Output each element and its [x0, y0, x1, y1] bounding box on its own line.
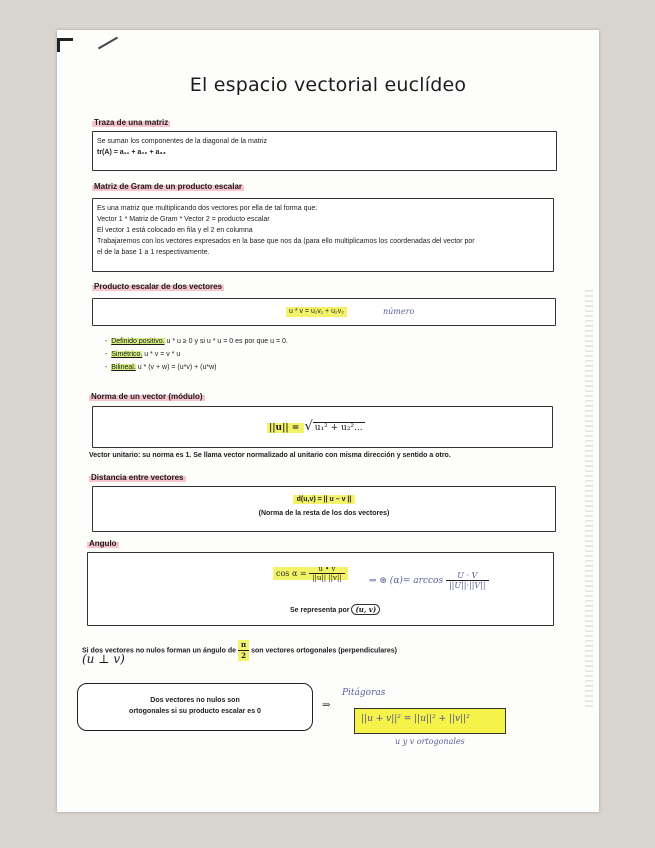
angulo-hand-note: ⇒ ⊛ (α)= arccos $\frac{U \cdot V}{||U||\cdot||V||}$	[369, 571, 489, 590]
distancia-note: (Norma de la resta de los dos vectores)	[258, 510, 390, 517]
heading-producto: Producto escalar de dos vectores	[94, 282, 223, 291]
heading-norma: Norma de un vector (módulo)	[91, 392, 203, 401]
pitagoras-note: u y v ortogonales	[395, 737, 465, 746]
heading-gram: Matriz de Gram de un producto escalar	[94, 182, 243, 191]
heading-angulo: Angulo	[89, 539, 117, 548]
gram-line-3: El vector 1 está colocado en fila y el 2 en columna	[97, 227, 253, 234]
traza-text: Se suman los componentes de la diagonal de la matriz	[97, 138, 268, 145]
prop-simetrico: - Simétrico. u * v = v * u	[105, 351, 181, 358]
side-margin-print	[585, 290, 593, 710]
heading-distancia: Distancia entre vectores	[91, 473, 184, 482]
angulo-represent: Se representa por (u, v)	[290, 605, 380, 616]
traza-formula: tr(A) = a₁₁ + a₂₂ + a₃₃	[97, 149, 166, 156]
box-gram	[92, 198, 554, 272]
ortogonal-arrow: ⇒	[322, 700, 331, 711]
norma-unit-note: Vector unitario: su norma es 1. Se llama vector normalizado al unitario con misma dirección y sentido a otro.	[89, 452, 451, 459]
box-angulo	[87, 552, 554, 626]
box-norma	[92, 406, 553, 448]
gram-line-1: Es una matriz que multiplicando dos vectores por ella de tal forma que:	[97, 205, 318, 212]
box-distancia	[92, 486, 556, 532]
ortogonal-perp: (u ⊥ v)	[82, 652, 125, 666]
angulo-formula: cos α = $\frac{u • v}{||u|| ||v||}$	[273, 565, 348, 582]
ortogonal-line: Si dos vectores no nulos forman un ángulo de $\frac{\pi}{2}$ son vectores ortogonales (perpendiculares)	[82, 640, 397, 660]
box-producto	[92, 298, 556, 326]
gram-line-4: Trabajaremos con los vectores expresados en la base que nos da (para ello multiplicamos los coordenadas del vector por	[97, 238, 475, 245]
prop-bilineal: - Bilineal. u * (v + w) = (u*v) + (u*w)	[105, 364, 217, 371]
norma-formula: ||u|| = √ u₁² + u₂²...	[269, 419, 363, 434]
producto-formula: u * v = u₁v₁ + u₂v₂	[286, 307, 347, 317]
pitagoras-formula: ||u + v||² = ||u||² + ||v||²	[361, 714, 470, 724]
heading-traza: Traza de una matriz	[94, 118, 169, 127]
page-title: El espacio vectorial euclídeo	[189, 74, 467, 96]
ortogonal-box-line-2: ortogonales si su producto escalar es 0	[129, 708, 261, 715]
distancia-formula-wrap	[93, 495, 555, 505]
pitagoras-label: Pitágoras	[342, 688, 386, 698]
corner-mark-vertical	[57, 38, 60, 52]
box-ortogonal	[77, 683, 313, 731]
ortogonal-box-line-1: Dos vectores no nulos son	[150, 697, 240, 704]
angulo-fraction: $\frac{u • v}{||u|| ||v||}$	[309, 565, 345, 582]
producto-note: número	[383, 307, 415, 316]
gram-line-2: Vector 1 * Matriz de Gram * Vector 2 = producto escalar	[97, 216, 270, 223]
pen-stroke	[98, 37, 118, 50]
pitagoras-box	[354, 708, 506, 734]
gram-line-5: el de la base 1 a 1 respectivamente.	[97, 249, 210, 256]
distancia-formula: d(u,v) = || u – v ||	[293, 495, 356, 504]
box-traza	[92, 131, 557, 171]
prop-definido: - Definido positivo. u * u ≥ 0 y si u * u = 0 es por que u = 0.	[105, 338, 288, 345]
notes-sheet	[57, 30, 599, 812]
